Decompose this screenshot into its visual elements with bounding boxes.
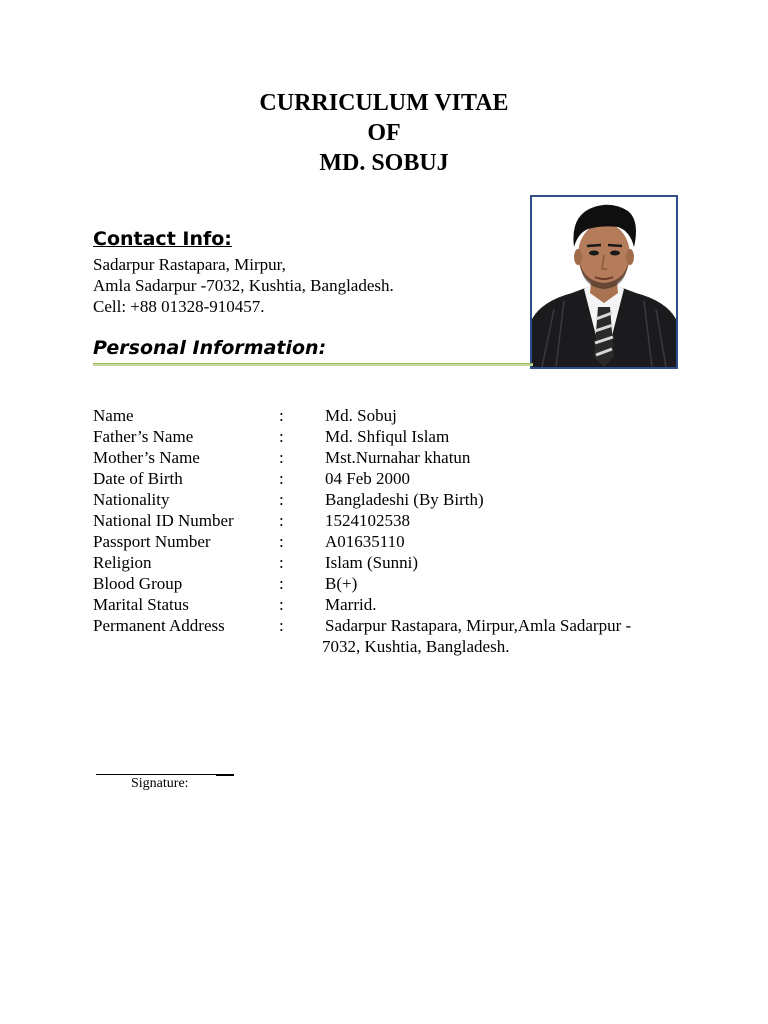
info-colon: :	[279, 616, 284, 635]
signature-label: Signature:	[131, 776, 189, 791]
contact-phone: Cell: +88 01328-910457.	[93, 297, 265, 316]
info-colon: :	[279, 574, 284, 593]
info-label: Passport Number	[93, 532, 211, 551]
personal-info-heading: Personal Information:	[93, 337, 327, 359]
profile-photo	[530, 195, 678, 369]
info-colon: :	[279, 490, 284, 509]
info-colon: :	[279, 532, 284, 551]
contact-address-line-2: Amla Sadarpur -7032, Kushtia, Bangladesh.	[93, 276, 394, 295]
info-value: Bangladeshi (By Birth)	[325, 490, 484, 509]
signature-line	[96, 774, 234, 775]
info-value: B(+)	[325, 574, 358, 593]
info-value: Marrid.	[325, 595, 377, 614]
title-line-2: OF	[367, 120, 401, 146]
info-value: Islam (Sunni)	[325, 553, 419, 572]
title-line-3: MD. SOBUJ	[319, 150, 449, 176]
info-colon: :	[279, 427, 284, 446]
info-label: Marital Status	[93, 595, 189, 614]
section-divider	[93, 363, 533, 366]
title-line-1: CURRICULUM VITAE	[259, 90, 509, 116]
info-label: Religion	[93, 553, 152, 572]
info-label: Blood Group	[93, 574, 183, 593]
info-label: Permanent Address	[93, 616, 225, 635]
info-value: Sadarpur Rastapara, Mirpur,Amla Sadarpur -	[325, 616, 632, 635]
info-colon: :	[279, 595, 284, 614]
info-label: Date of Birth	[93, 469, 183, 488]
info-value: Mst.Nurnahar khatun	[325, 448, 471, 467]
signature-line-end	[216, 774, 234, 776]
info-value: Md. Shfiqul Islam	[325, 427, 450, 446]
info-colon: :	[279, 511, 284, 530]
info-colon: :	[279, 448, 284, 467]
info-label: Mother’s Name	[93, 448, 200, 467]
info-value: A01635110	[325, 532, 405, 551]
contact-info-heading: Contact Info:	[93, 228, 232, 250]
info-label: Nationality	[93, 490, 170, 509]
info-value: Md. Sobuj	[325, 406, 397, 425]
info-colon: :	[279, 469, 284, 488]
info-label: National ID Number	[93, 511, 234, 530]
info-label: Father’s Name	[93, 427, 194, 446]
contact-details	[93, 254, 394, 317]
contact-address-line-1: Sadarpur Rastapara, Mirpur,	[93, 255, 286, 274]
info-colon: :	[279, 553, 284, 572]
info-value: 04 Feb 2000	[325, 469, 410, 488]
info-colon: :	[279, 406, 284, 425]
profile-photo-image	[532, 197, 676, 367]
info-value-continued: 7032, Kushtia, Bangladesh.	[322, 637, 510, 656]
info-value: 1524102538	[325, 511, 410, 530]
cv-title	[0, 88, 768, 178]
info-label: Name	[93, 406, 134, 425]
